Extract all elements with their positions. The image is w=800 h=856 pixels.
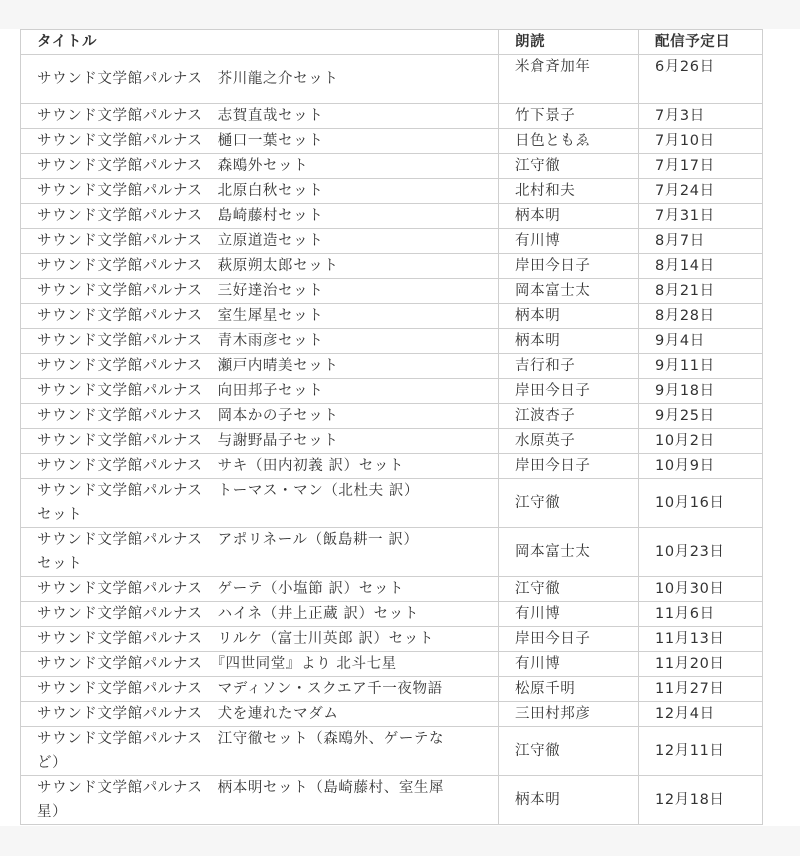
table-row — [21, 404, 763, 429]
table-row — [21, 279, 763, 304]
row-reader: 松原千明 — [499, 677, 639, 702]
row-date: 9月25日 — [639, 404, 763, 429]
row-title — [21, 776, 499, 825]
header-date: 配信予定日 — [639, 30, 763, 55]
table-row — [21, 104, 763, 129]
table-row — [21, 776, 763, 825]
row-reader: 岸田今日子 — [499, 254, 639, 279]
row-reader: 江波杏子 — [499, 404, 639, 429]
row-date: 11月6日 — [639, 602, 763, 627]
row-reader: 有川博 — [499, 602, 639, 627]
row-title: サウンド文学館パルナス 室生犀星セット — [21, 304, 499, 329]
table-row — [21, 179, 763, 204]
row-title-line2: ど） — [37, 755, 68, 771]
row-title: サウンド文学館パルナス 萩原朔太郎セット — [21, 254, 499, 279]
row-title: サウンド文学館パルナス 岡本かの子セット — [21, 404, 499, 429]
row-reader: 柄本明 — [499, 204, 639, 229]
row-title: サウンド文学館パルナス 樋口一葉セット — [21, 129, 499, 154]
row-title-line1: サウンド文学館パルナス アポリネール（飯島耕一 訳） — [37, 532, 419, 548]
row-title-line1: サウンド文学館パルナス 江守徹セット（森鴎外、ゲーテな — [37, 731, 445, 747]
row-date: 6月26日 — [639, 55, 763, 104]
row-reader: 吉行和子 — [499, 354, 639, 379]
row-reader: 米倉斉加年 — [499, 55, 639, 104]
row-date: 7月3日 — [639, 104, 763, 129]
table-row — [21, 379, 763, 404]
row-title: サウンド文学館パルナス リルケ（富士川英郎 訳）セット — [21, 627, 499, 652]
row-date: 8月14日 — [639, 254, 763, 279]
table-header-row — [21, 30, 763, 55]
row-date: 9月18日 — [639, 379, 763, 404]
row-title: サウンド文学館パルナス 三好達治セット — [21, 279, 499, 304]
row-title: サウンド文学館パルナス 芥川龍之介セット — [21, 55, 499, 104]
row-title: サウンド文学館パルナス マディソン・スクエア千一夜物語 — [21, 677, 499, 702]
table-row — [21, 129, 763, 154]
row-date: 7月10日 — [639, 129, 763, 154]
row-reader: 有川博 — [499, 652, 639, 677]
row-date: 11月20日 — [639, 652, 763, 677]
row-reader: 岸田今日子 — [499, 627, 639, 652]
row-reader: 江守徹 — [499, 577, 639, 602]
row-title-line2: セット — [37, 556, 83, 572]
header-reader: 朗読 — [499, 30, 639, 55]
row-date: 10月2日 — [639, 429, 763, 454]
row-reader: 江守徹 — [499, 479, 639, 528]
row-title: サウンド文学館パルナス 志賀直哉セット — [21, 104, 499, 129]
row-reader: 北村和夫 — [499, 179, 639, 204]
row-reader: 江守徹 — [499, 727, 639, 776]
row-date: 8月28日 — [639, 304, 763, 329]
row-title: サウンド文学館パルナス 立原道造セット — [21, 229, 499, 254]
row-reader: 柄本明 — [499, 304, 639, 329]
row-date: 10月16日 — [639, 479, 763, 528]
table-container — [0, 29, 800, 826]
table-row — [21, 652, 763, 677]
row-date: 8月21日 — [639, 279, 763, 304]
row-date: 7月17日 — [639, 154, 763, 179]
row-date: 11月27日 — [639, 677, 763, 702]
row-title: サウンド文学館パルナス サキ（田内初義 訳）セット — [21, 454, 499, 479]
table-row — [21, 627, 763, 652]
row-title: サウンド文学館パルナス ハイネ（井上正蔵 訳）セット — [21, 602, 499, 627]
row-date: 12月18日 — [639, 776, 763, 825]
row-title-line2: 星） — [37, 804, 68, 820]
row-title-line1: サウンド文学館パルナス 柄本明セット（島崎藤村、室生犀 — [37, 780, 445, 796]
row-title — [21, 479, 499, 528]
table-row — [21, 229, 763, 254]
table-row — [21, 429, 763, 454]
row-reader: 日色ともゑ — [499, 129, 639, 154]
row-date: 10月23日 — [639, 528, 763, 577]
row-reader: 竹下景子 — [499, 104, 639, 129]
row-title: サウンド文学館パルナス 与謝野晶子セット — [21, 429, 499, 454]
row-title: サウンド文学館パルナス 『四世同堂』より 北斗七星 — [21, 652, 499, 677]
row-date: 9月11日 — [639, 354, 763, 379]
row-title — [21, 727, 499, 776]
row-title: サウンド文学館パルナス 向田邦子セット — [21, 379, 499, 404]
row-reader: 柄本明 — [499, 776, 639, 825]
row-date: 10月9日 — [639, 454, 763, 479]
row-title-line2: セット — [37, 507, 83, 523]
header-title: タイトル — [21, 30, 499, 55]
row-title: サウンド文学館パルナス 森鴎外セット — [21, 154, 499, 179]
row-reader: 江守徹 — [499, 154, 639, 179]
row-title: サウンド文学館パルナス 北原白秋セット — [21, 179, 499, 204]
table-row — [21, 727, 763, 776]
table-row — [21, 454, 763, 479]
table-row — [21, 55, 763, 104]
row-reader: 岸田今日子 — [499, 454, 639, 479]
row-reader: 岡本富士太 — [499, 279, 639, 304]
row-title: サウンド文学館パルナス ゲーテ（小塩節 訳）セット — [21, 577, 499, 602]
row-date: 8月7日 — [639, 229, 763, 254]
row-reader: 有川博 — [499, 229, 639, 254]
table-row — [21, 602, 763, 627]
row-reader: 岡本富士太 — [499, 528, 639, 577]
row-title: サウンド文学館パルナス 青木雨彦セット — [21, 329, 499, 354]
row-date: 10月30日 — [639, 577, 763, 602]
row-reader: 三田村邦彦 — [499, 702, 639, 727]
table-row — [21, 677, 763, 702]
row-reader: 水原英子 — [499, 429, 639, 454]
table-row — [21, 254, 763, 279]
row-date: 12月4日 — [639, 702, 763, 727]
row-reader: 岸田今日子 — [499, 379, 639, 404]
table-row — [21, 304, 763, 329]
row-title — [21, 528, 499, 577]
row-date: 12月11日 — [639, 727, 763, 776]
row-title: サウンド文学館パルナス 島崎藤村セット — [21, 204, 499, 229]
row-date: 7月31日 — [639, 204, 763, 229]
row-reader: 柄本明 — [499, 329, 639, 354]
row-title-line1: サウンド文学館パルナス トーマス・マン（北杜夫 訳） — [37, 483, 420, 499]
table-row — [21, 528, 763, 577]
table-row — [21, 204, 763, 229]
table-row — [21, 329, 763, 354]
row-date: 7月24日 — [639, 179, 763, 204]
row-date: 9月4日 — [639, 329, 763, 354]
table-row — [21, 479, 763, 528]
schedule-table — [20, 29, 763, 825]
table-row — [21, 154, 763, 179]
row-title: サウンド文学館パルナス 瀬戸内晴美セット — [21, 354, 499, 379]
row-title: サウンド文学館パルナス 犬を連れたマダム — [21, 702, 499, 727]
table-row — [21, 354, 763, 379]
row-date: 11月13日 — [639, 627, 763, 652]
table-row — [21, 577, 763, 602]
table-row — [21, 702, 763, 727]
